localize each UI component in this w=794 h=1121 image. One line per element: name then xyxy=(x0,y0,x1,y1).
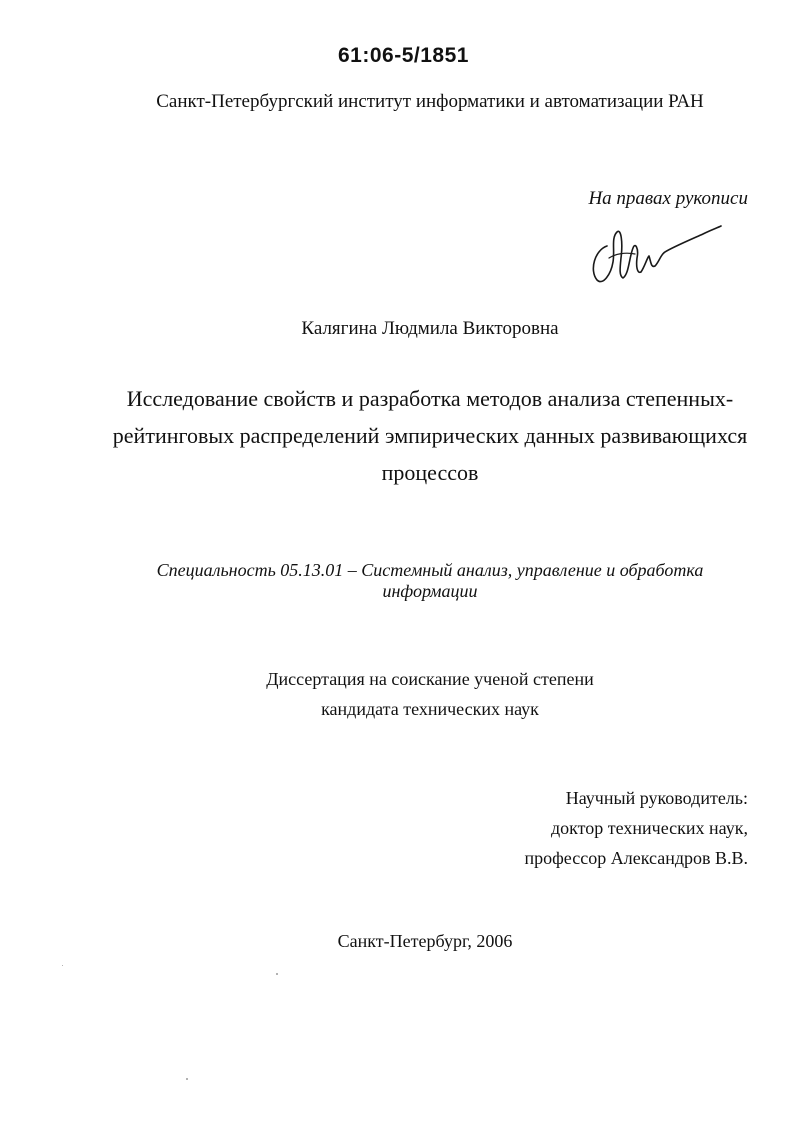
scan-speck xyxy=(62,965,63,966)
catalog-code: 61:06-5/1851 xyxy=(338,44,469,67)
degree-line: кандидата технических наук xyxy=(321,699,539,719)
scan-speck xyxy=(276,973,278,975)
specialty-line: Специальность 05.13.01 – Системный анализ, управление и обработка xyxy=(156,560,704,580)
author-name: Калягина Людмила Викторовна xyxy=(301,318,559,339)
title-line: рейтинговых распределений эмпирических данных развивающихся xyxy=(112,423,748,448)
scan-speck xyxy=(186,1078,188,1080)
specialty-line: информации xyxy=(382,581,478,601)
degree-statement xyxy=(100,664,760,724)
advisor-line: Научный руководитель: xyxy=(565,788,748,808)
advisor-line: доктор технических наук, xyxy=(551,818,748,838)
specialty xyxy=(120,560,740,602)
dissertation-title xyxy=(90,380,770,491)
signature-stroke xyxy=(593,226,721,282)
degree-line: Диссертация на соискание ученой степени xyxy=(266,669,594,689)
institution-name: Санкт-Петербургский институт информатики и автоматизации РАН xyxy=(156,91,704,112)
manuscript-rights-note: На правах рукописи xyxy=(588,188,748,209)
title-line: Исследование свойств и разработка методов анализа степенных- xyxy=(126,386,734,411)
city-year: Санкт-Петербург, 2006 xyxy=(337,931,513,951)
scientific-advisor xyxy=(525,783,748,873)
handwritten-signature xyxy=(585,218,725,290)
advisor-line: профессор Александров В.В. xyxy=(524,848,748,868)
title-line: процессов xyxy=(381,460,479,485)
